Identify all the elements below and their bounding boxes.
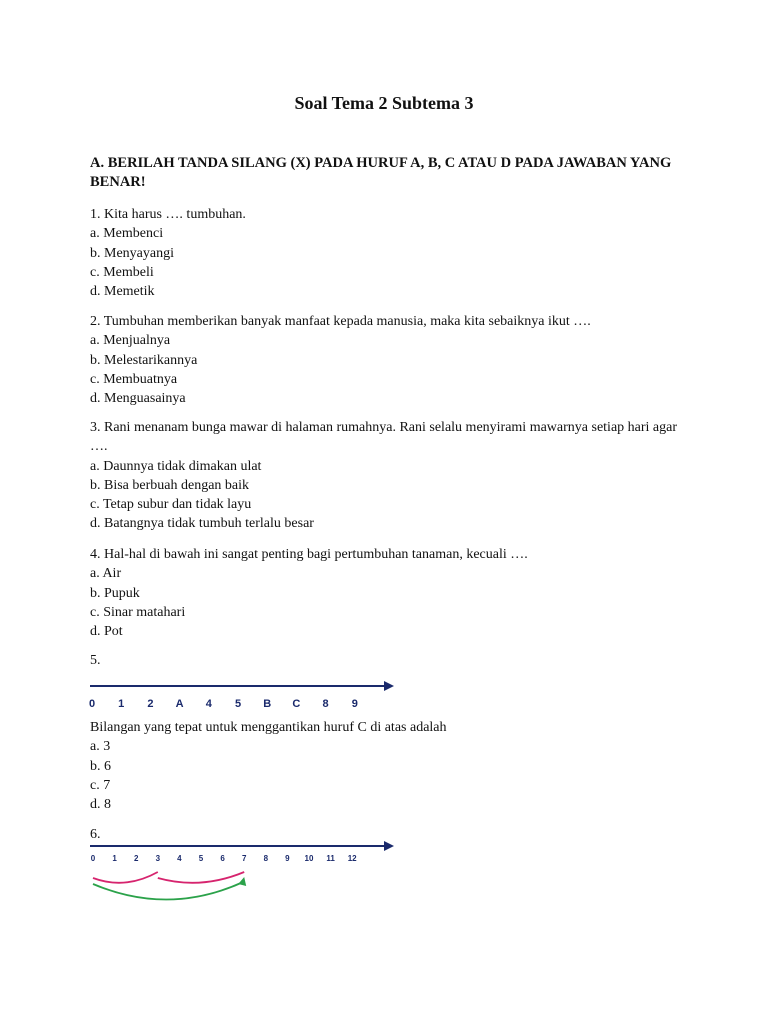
question-stem: 5. xyxy=(90,653,101,668)
option-c: c. Membeli xyxy=(90,264,154,280)
option-a: a. Daunnya tidak dimakan ulat xyxy=(90,458,262,474)
option-d: d. Batangnya tidak tumbuh terlalu besar xyxy=(90,516,314,532)
number-line-label: 9 xyxy=(351,698,358,710)
question-3 xyxy=(90,418,680,534)
option-a: a. Menjualnya xyxy=(90,333,171,349)
question-5-body xyxy=(90,718,690,814)
option-a: a. 3 xyxy=(90,739,111,755)
option-c: c. Membuatnya xyxy=(90,371,178,387)
number-line-label: 4 xyxy=(177,854,182,863)
option-d: d. Memetik xyxy=(90,284,155,300)
question-5 xyxy=(90,651,690,670)
option-b: b. Melestarikannya xyxy=(90,352,198,368)
option-d: d. Pot xyxy=(90,624,123,640)
number-line-label: 5 xyxy=(198,854,204,863)
arrow-head-icon xyxy=(384,841,394,851)
option-b: b. Menyayangi xyxy=(90,245,174,261)
number-line-6-svg xyxy=(86,838,406,908)
question-stem: 3. Rani menanam bunga mawar di halaman rumahnya. Rani selalu menyirami mawarnya setiap hari agar …. xyxy=(90,420,678,455)
question-stem: 1. Kita harus …. tumbuhan. xyxy=(90,207,246,222)
question-1 xyxy=(90,205,690,301)
question-stem: 4. Hal-hal di bawah ini sangat penting bagi pertumbuhan tanaman, kecuali …. xyxy=(90,547,528,562)
option-b: b. Pupuk xyxy=(90,585,140,601)
number-line-label: B xyxy=(263,698,272,710)
number-line-label: 1 xyxy=(112,854,117,863)
number-line-label: 3 xyxy=(155,854,161,863)
number-line-label: 9 xyxy=(285,854,290,863)
number-line-label: 6 xyxy=(220,854,225,863)
number-line-label: 12 xyxy=(347,854,357,863)
number-line-6 xyxy=(86,838,406,908)
document-title: Soal Tema 2 Subtema 3 xyxy=(294,93,474,113)
question-stem: 6. xyxy=(90,827,101,842)
option-a: a. Membenci xyxy=(90,226,164,242)
number-line-label: 1 xyxy=(118,698,125,710)
jump-arc-green xyxy=(93,882,243,900)
option-c: c. Tetap subur dan tidak layu xyxy=(90,497,252,513)
number-line-label: 4 xyxy=(205,698,212,710)
question-text: Bilangan yang tepat untuk menggantikan huruf C di atas adalah xyxy=(90,720,447,735)
number-line-label: 7 xyxy=(241,854,247,863)
arrow-head-icon xyxy=(384,681,394,691)
question-stem: 2. Tumbuhan memberikan banyak manfaat kepada manusia, maka kita sebaiknya ikut …. xyxy=(90,314,591,329)
option-a: a. Air xyxy=(90,566,122,582)
number-line-label: 2 xyxy=(133,854,139,863)
option-b: b. 6 xyxy=(90,758,111,774)
question-2 xyxy=(90,312,690,408)
number-line-5 xyxy=(86,676,406,712)
number-line-label: 8 xyxy=(322,698,329,710)
number-line-label: 0 xyxy=(88,698,96,710)
option-b: b. Bisa berbuah dengan baik xyxy=(90,477,250,493)
question-4 xyxy=(90,545,690,641)
number-line-label: A xyxy=(175,698,184,710)
number-line-label: 0 xyxy=(90,854,96,863)
option-c: c. Sinar matahari xyxy=(90,604,186,620)
option-d: d. 8 xyxy=(90,797,111,813)
number-line-label: 5 xyxy=(234,698,242,710)
option-d: d. Menguasainya xyxy=(90,391,186,407)
jump-arc-pink xyxy=(93,872,158,883)
number-line-label: C xyxy=(292,698,301,710)
option-c: c. 7 xyxy=(90,777,111,793)
jump-arc-pink xyxy=(158,872,244,883)
number-line-label: 10 xyxy=(304,854,314,863)
section-a-instruction: A. BERILAH TANDA SILANG (X) PADA HURUF A, B, C ATAU D PADA JAWABAN YANG BENAR! xyxy=(90,155,672,190)
number-line-label: 2 xyxy=(147,698,154,710)
number-line-label: 11 xyxy=(326,854,335,863)
number-line-label: 8 xyxy=(263,854,269,863)
number-line-5-svg xyxy=(86,676,406,712)
